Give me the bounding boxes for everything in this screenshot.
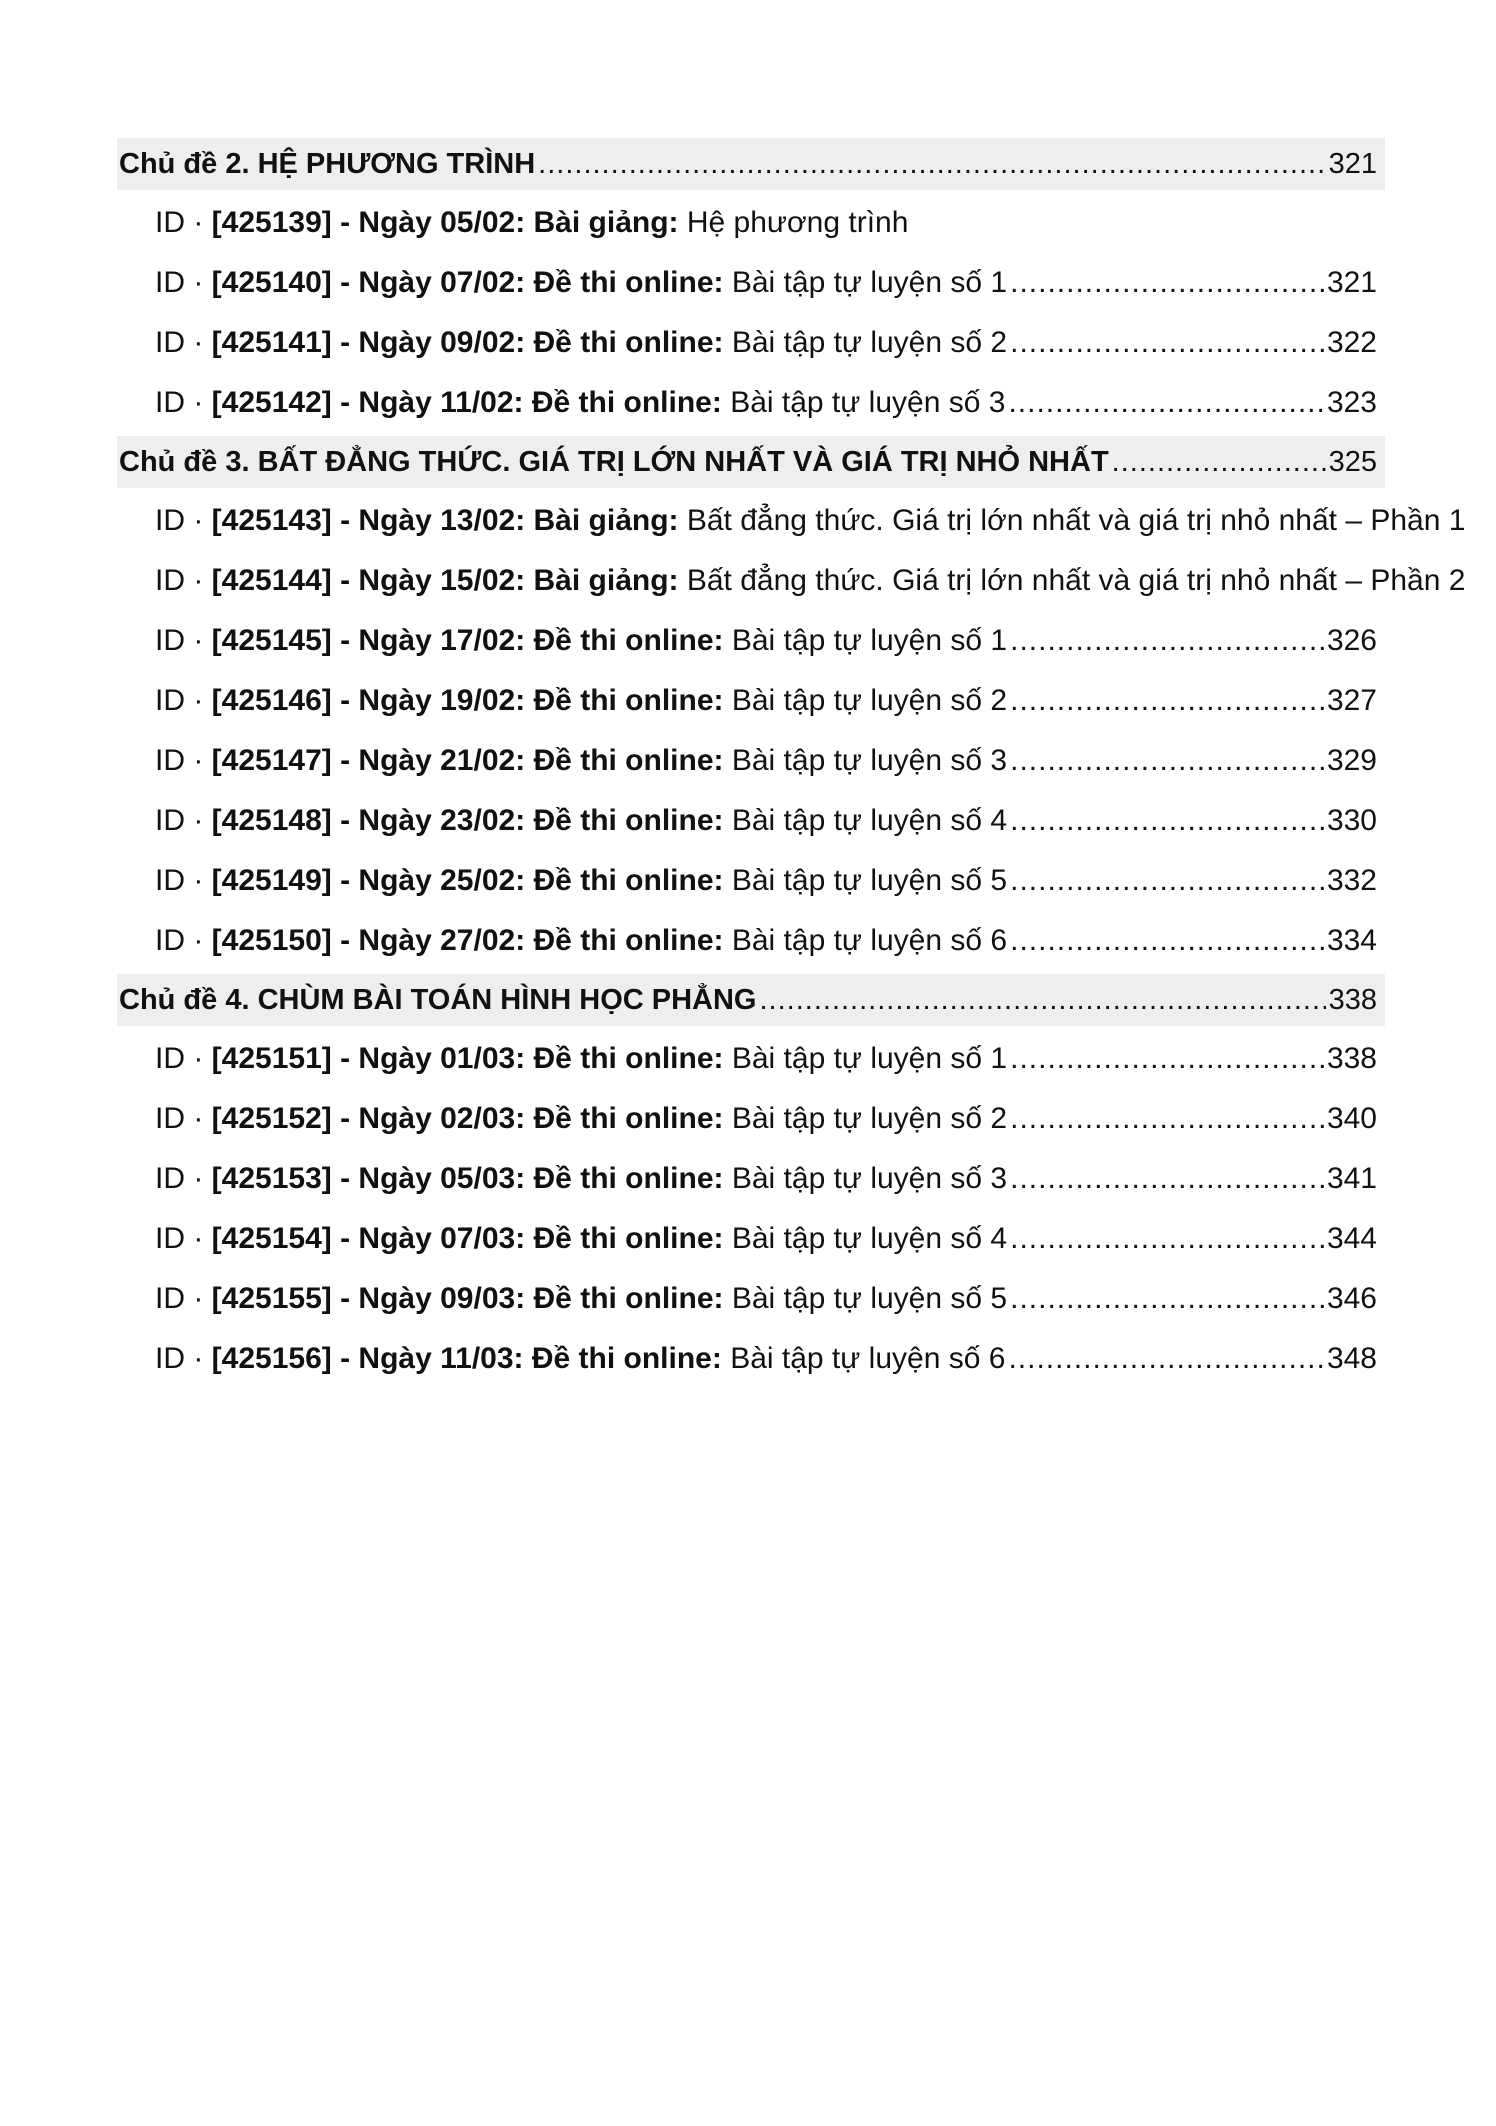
chapter-heading[interactable] [117, 974, 1385, 1026]
entry-id-prefix: ID · [155, 684, 212, 717]
entry-id-prefix: ID · [155, 1282, 212, 1315]
chapter-title: Chủ đề 3. BẤT ĐẲNG THỨC. GIÁ TRỊ LỚN NHẤT VÀ GIÁ TRỊ NHỎ NHẤT [119, 446, 1109, 478]
entry-code: [425139] - Ngày 05/02: Bài giảng: [211, 206, 679, 239]
entry-id-prefix: ID · [155, 1222, 212, 1255]
chapter-title: Chủ đề 2. HỆ PHƯƠNG TRÌNH [119, 148, 536, 180]
entry-title: Bài tập tự luyện số 2 [723, 326, 1008, 359]
page-number: 330 [1326, 804, 1377, 837]
entry-id-prefix: ID · [155, 266, 212, 299]
dot-leader [1010, 674, 1324, 728]
page-number: 325 [1328, 446, 1377, 478]
entry-code: [425150] - Ngày 27/02: Đề thi online: [211, 924, 724, 957]
page-number: 338 [1328, 984, 1377, 1016]
entry-title: Bài tập tự luyện số 4 [723, 804, 1008, 837]
toc-entry[interactable] [117, 794, 1385, 848]
page-number: 323 [1326, 386, 1377, 419]
toc-entry[interactable] [117, 1332, 1385, 1386]
page-number: 346 [1326, 1282, 1377, 1315]
entry-code: [425141] - Ngày 09/02: Đề thi online: [211, 326, 724, 359]
entry-title: Bài tập tự luyện số 1 [723, 624, 1008, 657]
entry-title: Bài tập tự luyện số 6 [723, 924, 1008, 957]
toc-entry[interactable] [117, 1152, 1385, 1206]
toc-entry[interactable] [117, 1092, 1385, 1146]
dot-leader [1010, 256, 1324, 310]
dot-leader [1008, 376, 1323, 430]
entry-id-prefix: ID · [155, 1342, 212, 1375]
entry-code: [425148] - Ngày 23/02: Đề thi online: [211, 804, 724, 837]
entry-code: [425143] - Ngày 13/02: Bài giảng: [211, 504, 679, 537]
page-number: 334 [1326, 924, 1377, 957]
toc-entry[interactable] [117, 854, 1385, 908]
dot-leader [1010, 1212, 1324, 1266]
entry-id-prefix: ID · [155, 804, 212, 837]
entry-code: [425151] - Ngày 01/03: Đề thi online: [211, 1042, 724, 1075]
page-number: 341 [1326, 1162, 1377, 1195]
toc-entry[interactable] [117, 196, 1385, 250]
toc-entry[interactable] [117, 674, 1385, 728]
entry-id-prefix: ID · [155, 1162, 212, 1195]
entry-code: [425140] - Ngày 07/02: Đề thi online: [211, 266, 724, 299]
toc-entry[interactable] [117, 316, 1385, 370]
page-number: 338 [1326, 1042, 1377, 1075]
dot-leader [1112, 436, 1326, 488]
page-number: 344 [1326, 1222, 1377, 1255]
entry-title: Bài tập tự luyện số 2 [723, 1102, 1008, 1135]
toc-entry[interactable] [117, 734, 1385, 788]
entry-title: Bài tập tự luyện số 4 [723, 1222, 1008, 1255]
table-of-contents [117, 138, 1466, 1392]
entry-title: Bất đẳng thức. Giá trị lớn nhất và giá trị nhỏ nhất – Phần 1 [678, 504, 1466, 537]
dot-leader [1008, 1332, 1323, 1386]
page-number: 348 [1326, 1342, 1377, 1375]
entry-code: [425146] - Ngày 19/02: Đề thi online: [211, 684, 724, 717]
toc-entry[interactable] [117, 494, 1466, 548]
page-number: 321 [1328, 148, 1377, 180]
toc-entry[interactable] [117, 256, 1385, 310]
chapter-title: Chủ đề 4. CHÙM BÀI TOÁN HÌNH HỌC PHẲNG [119, 984, 757, 1016]
entry-code: [425154] - Ngày 07/03: Đề thi online: [211, 1222, 724, 1255]
dot-leader [1010, 794, 1324, 848]
entry-code: [425147] - Ngày 21/02: Đề thi online: [211, 744, 724, 777]
page-number: 327 [1326, 684, 1377, 717]
entry-id-prefix: ID · [155, 564, 212, 597]
entry-code: [425149] - Ngày 25/02: Đề thi online: [211, 864, 724, 897]
entry-id-prefix: ID · [155, 924, 212, 957]
entry-code: [425156] - Ngày 11/03: Đề thi online: [211, 1342, 722, 1375]
entry-id-prefix: ID · [155, 624, 212, 657]
entry-id-prefix: ID · [155, 326, 212, 359]
dot-leader [1010, 614, 1324, 668]
entry-id-prefix: ID · [155, 206, 212, 239]
page-number: 332 [1326, 864, 1377, 897]
entry-id-prefix: ID · [155, 744, 212, 777]
toc-entry[interactable] [117, 614, 1385, 668]
page-number: 322 [1326, 326, 1377, 359]
entry-code: [425155] - Ngày 09/03: Đề thi online: [211, 1282, 724, 1315]
entry-title: Bài tập tự luyện số 1 [723, 266, 1008, 299]
entry-id-prefix: ID · [155, 1042, 212, 1075]
entry-code: [425142] - Ngày 11/02: Đề thi online: [211, 386, 722, 419]
toc-entry[interactable] [117, 1032, 1385, 1086]
dot-leader [1010, 1272, 1324, 1326]
entry-title: Bài tập tự luyện số 3 [721, 386, 1006, 419]
dot-leader [1010, 1152, 1324, 1206]
chapter-heading[interactable] [117, 436, 1385, 488]
dot-leader [1010, 734, 1324, 788]
dot-leader [1010, 1092, 1324, 1146]
entry-title: Bài tập tự luyện số 5 [723, 864, 1008, 897]
entry-title: Hệ phương trình [678, 206, 909, 239]
dot-leader [759, 974, 1325, 1026]
entry-title: Bài tập tự luyện số 3 [723, 1162, 1008, 1195]
entry-title: Bài tập tự luyện số 1 [723, 1042, 1008, 1075]
dot-leader [1010, 1032, 1324, 1086]
dot-leader [538, 138, 1325, 190]
entry-code: [425152] - Ngày 02/03: Đề thi online: [211, 1102, 724, 1135]
page-number: 321 [1326, 266, 1377, 299]
toc-entry[interactable] [117, 914, 1385, 968]
dot-leader [1010, 316, 1324, 370]
page-number: 326 [1326, 624, 1377, 657]
entry-code: [425145] - Ngày 17/02: Đề thi online: [211, 624, 724, 657]
entry-id-prefix: ID · [155, 386, 212, 419]
chapter-heading[interactable] [117, 138, 1385, 190]
entry-title: Bài tập tự luyện số 3 [723, 744, 1008, 777]
entry-id-prefix: ID · [155, 504, 212, 537]
dot-leader [1010, 854, 1324, 908]
entry-id-prefix: ID · [155, 1102, 212, 1135]
entry-title: Bài tập tự luyện số 2 [723, 684, 1008, 717]
toc-entry[interactable] [117, 1212, 1385, 1266]
toc-entry[interactable] [117, 554, 1466, 608]
entry-code: [425144] - Ngày 15/02: Bài giảng: [211, 564, 679, 597]
toc-entry[interactable] [117, 376, 1385, 430]
dot-leader [1010, 914, 1324, 968]
entry-title: Bất đẳng thức. Giá trị lớn nhất và giá trị nhỏ nhất – Phần 2 [678, 564, 1466, 597]
page-number: 340 [1326, 1102, 1377, 1135]
toc-entry[interactable] [117, 1272, 1385, 1326]
entry-title: Bài tập tự luyện số 6 [721, 1342, 1006, 1375]
entry-title: Bài tập tự luyện số 5 [723, 1282, 1008, 1315]
entry-id-prefix: ID · [155, 864, 212, 897]
page-number: 329 [1326, 744, 1377, 777]
entry-code: [425153] - Ngày 05/03: Đề thi online: [211, 1162, 724, 1195]
